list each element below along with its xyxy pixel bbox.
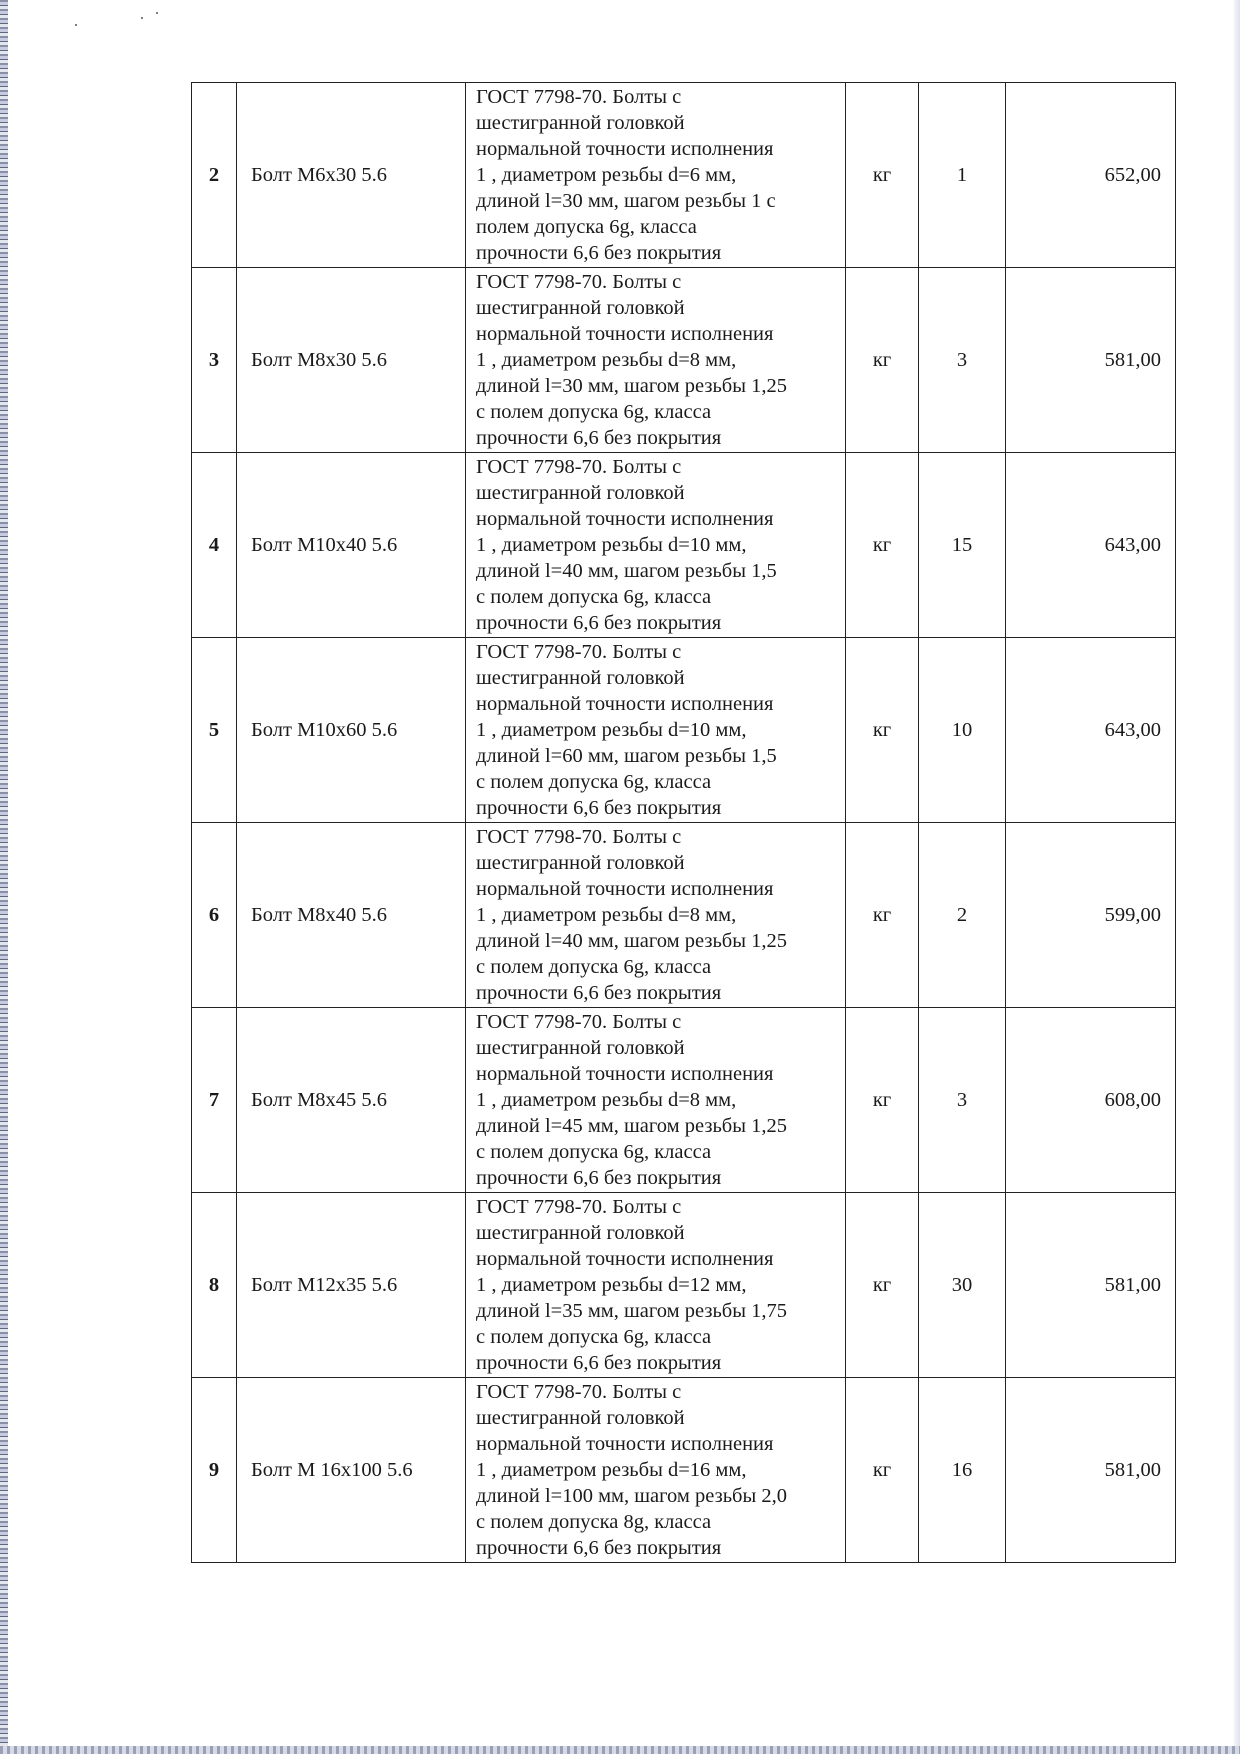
description-line: длиной l=35 мм, шагом резьбы 1,75 <box>476 1300 788 1322</box>
table-body <box>192 83 1176 1563</box>
row-number: 2 <box>192 83 237 268</box>
row-number: 5 <box>192 638 237 823</box>
scan-speck <box>75 24 77 26</box>
description-line: длиной l=30 мм, шагом резьбы 1 с <box>476 190 776 212</box>
description-line: 1 , диаметром резьбы d=8 мм, <box>476 349 737 371</box>
description-line: шестигранной головкой <box>476 1037 685 1059</box>
item-description <box>466 638 846 823</box>
description-line: прочности 6,6 без покрытия <box>476 612 722 634</box>
unit: кг <box>846 638 919 823</box>
item-name: Болт М 16х100 5.6 <box>237 1378 466 1563</box>
row-number: 8 <box>192 1193 237 1378</box>
item-description <box>466 453 846 638</box>
bolt-specification-table <box>191 82 1176 1563</box>
description-line: 1 , диаметром резьбы d=16 мм, <box>476 1459 747 1481</box>
description-line: с полем допуска 6g, класса <box>476 586 712 608</box>
quantity: 3 <box>919 268 1006 453</box>
description-line: ГОСТ 7798-70. Болты с <box>476 86 682 108</box>
description-line: шестигранной головкой <box>476 1407 685 1429</box>
table-row <box>192 1008 1176 1193</box>
description-line: ГОСТ 7798-70. Болты с <box>476 456 682 478</box>
item-name: Болт М8х45 5.6 <box>237 1008 466 1193</box>
description-line: длиной l=40 мм, шагом резьбы 1,25 <box>476 930 788 952</box>
description-line: полем допуска 6g, класса <box>476 216 697 238</box>
quantity: 10 <box>919 638 1006 823</box>
item-name: Болт М12х35 5.6 <box>237 1193 466 1378</box>
table-row <box>192 83 1176 268</box>
description-line: шестигранной головкой <box>476 852 685 874</box>
description-line: ГОСТ 7798-70. Болты с <box>476 1196 682 1218</box>
quantity: 15 <box>919 453 1006 638</box>
description-line: с полем допуска 8g, класса <box>476 1511 712 1533</box>
description-line: прочности 6,6 без покрытия <box>476 427 722 449</box>
table-row <box>192 1378 1176 1563</box>
unit: кг <box>846 1378 919 1563</box>
description-line: длиной l=40 мм, шагом резьбы 1,5 <box>476 560 777 582</box>
item-name: Болт М10х60 5.6 <box>237 638 466 823</box>
description-line: 1 , диаметром резьбы d=10 мм, <box>476 534 747 556</box>
item-description <box>466 823 846 1008</box>
description-line: шестигранной головкой <box>476 1222 685 1244</box>
description-line: с полем допуска 6g, класса <box>476 401 712 423</box>
unit: кг <box>846 453 919 638</box>
description-line: 1 , диаметром резьбы d=12 мм, <box>476 1274 747 1296</box>
quantity: 3 <box>919 1008 1006 1193</box>
description-line: ГОСТ 7798-70. Болты с <box>476 641 682 663</box>
description-line: с полем допуска 6g, класса <box>476 1326 712 1348</box>
price: 652,00 <box>1006 83 1176 268</box>
row-number: 4 <box>192 453 237 638</box>
price: 608,00 <box>1006 1008 1176 1193</box>
description-line: с полем допуска 6g, класса <box>476 771 712 793</box>
quantity: 16 <box>919 1378 1006 1563</box>
price: 643,00 <box>1006 638 1176 823</box>
unit: кг <box>846 83 919 268</box>
item-description <box>466 268 846 453</box>
table-row <box>192 1193 1176 1378</box>
description-line: с полем допуска 6g, класса <box>476 1141 712 1163</box>
description-line: нормальной точности исполнения <box>476 1248 774 1270</box>
description-line: длиной l=100 мм, шагом резьбы 2,0 <box>476 1485 788 1507</box>
description-line: нормальной точности исполнения <box>476 693 774 715</box>
quantity: 2 <box>919 823 1006 1008</box>
description-line: нормальной точности исполнения <box>476 1433 774 1455</box>
description-line: нормальной точности исполнения <box>476 508 774 530</box>
price: 599,00 <box>1006 823 1176 1008</box>
item-description <box>466 1193 846 1378</box>
description-line: прочности 6,6 без покрытия <box>476 1167 722 1189</box>
description-line: шестигранной головкой <box>476 112 685 134</box>
description-line: ГОСТ 7798-70. Болты с <box>476 826 682 848</box>
description-line: шестигранной головкой <box>476 667 685 689</box>
row-number: 3 <box>192 268 237 453</box>
description-line: длиной l=45 мм, шагом резьбы 1,25 <box>476 1115 788 1137</box>
row-number: 9 <box>192 1378 237 1563</box>
description-line: шестигранной головкой <box>476 482 685 504</box>
unit: кг <box>846 823 919 1008</box>
unit: кг <box>846 268 919 453</box>
table-row <box>192 638 1176 823</box>
scan-edge-left <box>0 0 8 1754</box>
description-line: ГОСТ 7798-70. Болты с <box>476 271 682 293</box>
description-line: 1 , диаметром резьбы d=8 мм, <box>476 904 737 926</box>
table-row <box>192 268 1176 453</box>
scan-speck <box>156 12 158 14</box>
description-line: прочности 6,6 без покрытия <box>476 1352 722 1374</box>
description-line: 1 , диаметром резьбы d=10 мм, <box>476 719 747 741</box>
price: 581,00 <box>1006 268 1176 453</box>
quantity: 30 <box>919 1193 1006 1378</box>
description-line: шестигранной головкой <box>476 297 685 319</box>
unit: кг <box>846 1008 919 1193</box>
description-line: нормальной точности исполнения <box>476 878 774 900</box>
quantity: 1 <box>919 83 1006 268</box>
item-description <box>466 1008 846 1193</box>
scan-speck <box>141 17 143 19</box>
description-line: прочности 6,6 без покрытия <box>476 1537 722 1559</box>
description-line: ГОСТ 7798-70. Болты с <box>476 1381 682 1403</box>
description-line: нормальной точности исполнения <box>476 323 774 345</box>
description-line: длиной l=30 мм, шагом резьбы 1,25 <box>476 375 788 397</box>
scan-edge-right <box>1234 0 1240 1754</box>
table-row <box>192 823 1176 1008</box>
description-line: с полем допуска 6g, класса <box>476 956 712 978</box>
price: 581,00 <box>1006 1378 1176 1563</box>
description-line: нормальной точности исполнения <box>476 1063 774 1085</box>
description-line: нормальной точности исполнения <box>476 138 774 160</box>
table-row <box>192 453 1176 638</box>
item-name: Болт М8х40 5.6 <box>237 823 466 1008</box>
description-line: прочности 6,6 без покрытия <box>476 982 722 1004</box>
row-number: 6 <box>192 823 237 1008</box>
price: 581,00 <box>1006 1193 1176 1378</box>
description-line: прочности 6,6 без покрытия <box>476 242 722 264</box>
item-description <box>466 1378 846 1563</box>
description-line: 1 , диаметром резьбы d=8 мм, <box>476 1089 737 1111</box>
description-line: прочности 6,6 без покрытия <box>476 797 722 819</box>
item-name: Болт М8х30 5.6 <box>237 268 466 453</box>
description-line: 1 , диаметром резьбы d=6 мм, <box>476 164 737 186</box>
item-name: Болт М10х40 5.6 <box>237 453 466 638</box>
item-description <box>466 83 846 268</box>
description-line: ГОСТ 7798-70. Болты с <box>476 1011 682 1033</box>
scan-edge-bottom <box>0 1746 1240 1754</box>
description-line: длиной l=60 мм, шагом резьбы 1,5 <box>476 745 777 767</box>
item-name: Болт М6х30 5.6 <box>237 83 466 268</box>
unit: кг <box>846 1193 919 1378</box>
row-number: 7 <box>192 1008 237 1193</box>
price: 643,00 <box>1006 453 1176 638</box>
